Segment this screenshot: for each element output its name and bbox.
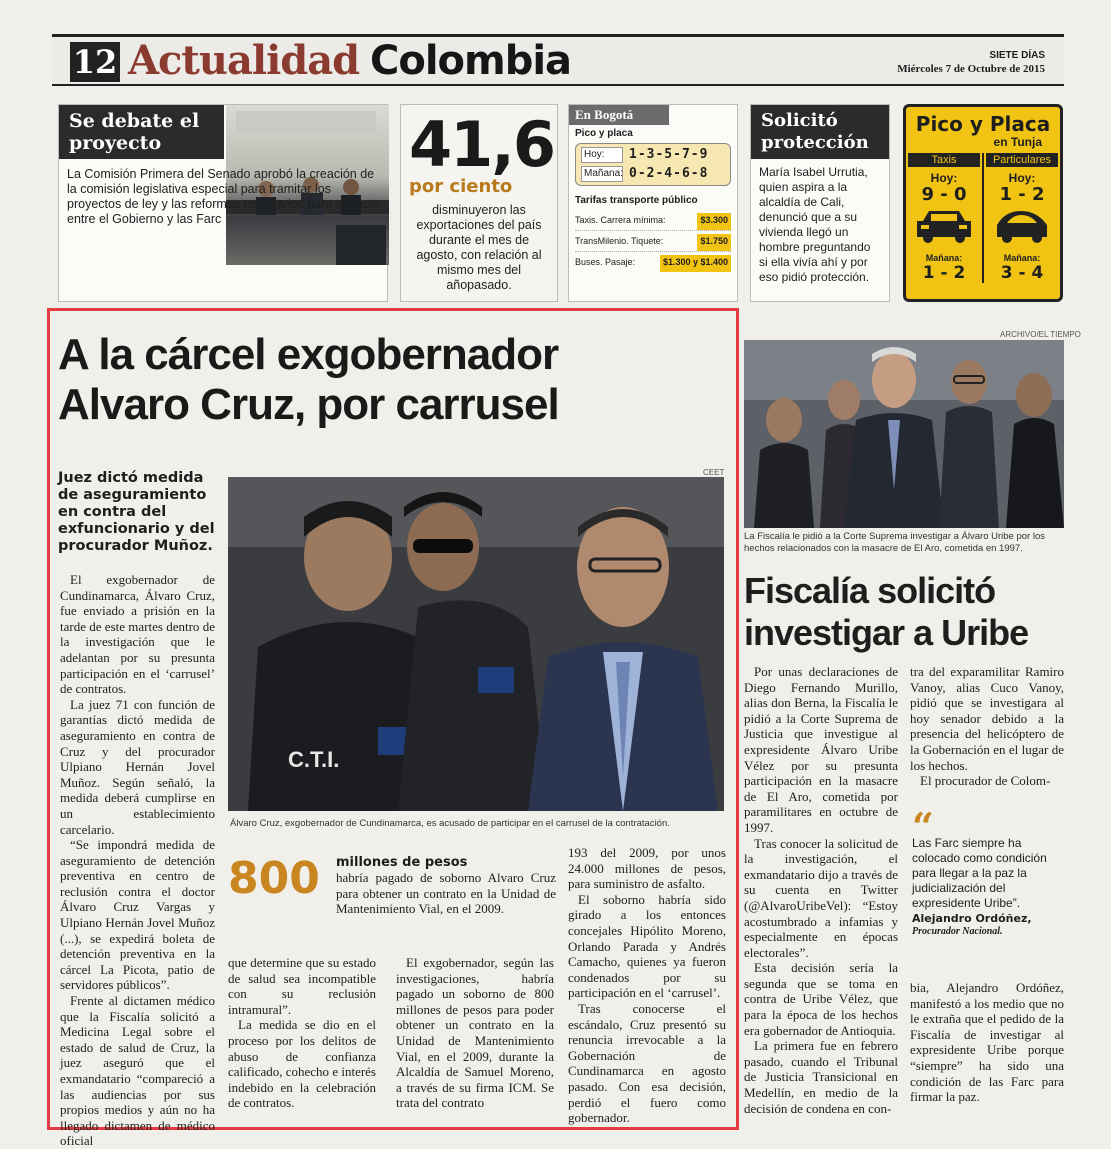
paragraph: El procurador de Colom-	[920, 773, 1051, 789]
paragraph: Esta decisión sería la segunda que se toma en contra de Uribe Vélez, que para la época de los hechos era gobernador de Antioquia.	[744, 960, 898, 1038]
pico-hoy-label: Hoy:	[581, 147, 623, 163]
section-subtitle: Colombia	[370, 38, 572, 84]
main-col-2	[228, 955, 376, 1111]
tarifa-row	[575, 210, 731, 231]
publication-date: Miércoles 7 de Octubre de 2015	[897, 63, 1045, 75]
main-col-3	[396, 955, 554, 1111]
tunja-taxis-manana-label: Mañana:	[925, 253, 963, 263]
tunja-col-particulares	[984, 149, 1060, 283]
tunja-title: Pico y Placa	[915, 112, 1051, 136]
main-headline-line1: A la cárcel exgobernador	[58, 330, 559, 379]
paragraph: 193 del 2009, por unos 24.000 millones de pesos, para suministro de asfalto.	[568, 845, 726, 892]
proteccion-title	[751, 105, 889, 159]
vest-label: C.T.I.	[288, 747, 340, 772]
tunja-subtitle: en Tunja	[993, 135, 1042, 149]
paragraph: tra del exparamilitar Ramiro Vanoy, alias Cuco Vanoy, pidió que se investigara al hoy senador debido a la presencia del helicóptero de la Gobernación en el lugar de los hechos.	[910, 664, 1064, 773]
proteccion-body: María Isabel Urrutia, quien aspira a la alcaldía de Cali, denunció que a su vivienda llegó un hombre preguntando si ella vivía ahí y por eso pidió protección.	[759, 165, 871, 284]
side-headline-line1: Fiscalía solicitó	[744, 570, 996, 611]
taxi-car-icon	[913, 205, 975, 245]
pico-placa-tunja	[903, 104, 1063, 302]
stat-label: millones de pesos	[336, 855, 468, 870]
tarifas-list	[569, 210, 737, 272]
exports-number: 41,6	[409, 108, 554, 181]
pico-manana-label: Mañana:	[581, 166, 623, 182]
tarifa-value: $1.300 y $1.400	[660, 255, 731, 272]
pull-quote-role: Procurador Nacional.	[912, 926, 1003, 937]
paragraph: Tras conocerse el escándalo, Cruz presentó su renuncia irrevocable a la Gobernación de Cundinamarca en agosto pasado. Con esa decisión, perdió el fuero como gobernador.	[568, 1000, 726, 1126]
side-photo-illustration	[744, 340, 1064, 528]
paragraph: La primera fue en febrero pasado, cuando el Tribunal de Justicia Transicional en Medellín, en medio de la decisión de condena en con-	[744, 1038, 898, 1116]
exports-unit: por ciento	[409, 176, 513, 197]
paragraph: La juez 71 con función de garantías dictó medida de aseguramiento en contra de Cruz y del procurador Ulpiano Hernán Jovel Muñoz. Según señaló, la medida deberá cumplirse en un establecimiento carcelario.	[60, 696, 215, 837]
paragraph: Frente al dictamen médico que la Fiscalía solicitó a Medicina Legal sobre el estado de salud de Cruz, la juez aseguró que el exmandatario “compareció a las audiencias por sus propios medios y aún no ha llegado dictamen de médico oficial	[60, 993, 215, 1149]
tunja-taxis-manana: 1 - 2	[922, 263, 966, 283]
tarifa-value: $3.300	[697, 213, 731, 230]
box-debate	[58, 104, 388, 302]
tunja-columns	[906, 149, 1060, 283]
main-col-1	[60, 572, 215, 1149]
paragraph: El exgobernador, según las investigaciones, habría pagado un soborno de 800 millones de pesos para poder obtener un contrato en la Unidad de Mantenimiento Vial, en el 2009, durante la Alcaldía de Samuel Moreno, a través de su firma ICM. Se trata del contrato	[396, 955, 554, 1111]
paragraph: que determine que su estado de salud sea incompatible con su reclusión intramural”.	[228, 955, 376, 1017]
main-col-4	[568, 845, 726, 1126]
stat-number: 800	[228, 853, 320, 904]
main-subheadline: Juez dictó medida de aseguramiento en contra del exfuncionario y del procurador Muñoz.	[58, 470, 215, 554]
side-col-2b	[910, 980, 1064, 1105]
tarifa-label: Taxis. Carrera mínima:	[575, 215, 666, 225]
side-col-1	[744, 664, 898, 1116]
paragraph: bia, Alejandro Ordóñez, manifestó a los medio que no le extraña que el pedido de la Fiscalía de investigar al expresidente Uribe porque “siempre” ha sido una condición de las Farc para firmar la paz.	[910, 980, 1064, 1105]
tunja-part-hoy-label: Hoy:	[1008, 171, 1036, 185]
exports-text: disminuyeron las exportaciones del país durante el mes de agosto, con relación al mismo mes del añopasado.	[416, 203, 542, 292]
pico-manana-value: 0-2-4-6-8	[629, 166, 709, 181]
side-headline-line2: investigar a Uribe	[744, 612, 1029, 653]
quote-mark-icon: “	[912, 804, 934, 849]
publication-name: SIETE DÍAS	[989, 50, 1045, 61]
tunja-col-part-label: Particulares	[986, 153, 1058, 167]
main-headline-line2: Alvaro Cruz, por carrusel	[58, 380, 559, 429]
side-photo	[744, 340, 1064, 528]
tarifa-label: Buses. Pasaje:	[575, 257, 636, 267]
box-bogota	[568, 104, 738, 302]
tarifa-value: $1.750	[697, 234, 731, 251]
tarifa-row	[575, 231, 731, 252]
main-headline	[58, 330, 728, 430]
tunja-taxis-hoy-label: Hoy:	[930, 171, 958, 185]
pico-placa-label: Pico y placa	[575, 128, 633, 139]
tarifa-row	[575, 252, 731, 272]
stat-text: habría pagado de soborno Alvaro Cruz para obtener un contrato en la Unidad de Mantenimiento Vial, en el 2009.	[336, 870, 556, 917]
pull-quote-text: Las Farc siempre ha colocado como condición para llegar a la paz la judicialización del expresidente Uribe”.	[912, 836, 1047, 910]
paragraph: “Se impondrá medida de aseguramiento de detención preventiva en centro de reclusión contra el doctor Álvaro Cruz Vargas y Ulpiano Hernán Jovel Muñoz (...), se expedirá boleta de detención preventiva en la cárcel La Picota, patio de servidores públicos”.	[60, 837, 215, 993]
main-photo-caption: Álvaro Cruz, exgobernador de Cundinamarca, es acusado de participar en el carrusel de la contratación.	[230, 818, 670, 829]
side-col-2	[910, 664, 1064, 789]
tunja-part-hoy: 1 - 2	[999, 184, 1045, 205]
tunja-part-manana: 3 - 4	[1000, 263, 1044, 283]
main-photo-illustration	[228, 477, 724, 811]
paragraph: Tras conocer la solicitud de la investigación, el exmandatario dijo a través de su cuenta en Twitter (@AlvaroUribeVel): “Estoy acostumbrado a infamias y especialmente en épocas electorales”.	[744, 835, 898, 960]
bogota-title: En Bogotá	[569, 105, 669, 125]
tarifa-label: TransMilenio. Tiquete:	[575, 236, 664, 246]
pull-quote	[912, 836, 1062, 938]
pico-hoy-value: 1-3-5-7-9	[629, 147, 709, 162]
tarifas-title: Tarifas transporte público	[575, 195, 698, 206]
side-photo-caption: La Fiscalía le pidió a la Corte Suprema investigar a Álvaro Uribe por los hechos relacionados con la masacre de El Aro, cometida en 1997.	[744, 531, 1045, 554]
paragraph: Por unas declaraciones de Diego Fernando Murillo, alias don Berna, la Fiscalía le pidió a la Corte Suprema de Justicia que investigue al expresidente Álvaro Uribe Vélez por su presunta participación en la masacre de El Aro, cometida por paramilitares en octubre de 1997.	[744, 664, 898, 835]
paragraph: La medida se dio en el proceso por los delitos de abuso de confianza calificado, cohecho e interés indebido en la celebración de contratos.	[228, 1017, 376, 1111]
private-car-icon	[991, 205, 1053, 245]
paragraph: El exgobernador de Cundinamarca, Álvaro Cruz, fue enviado a prisión en la tarde de este martes dentro de la investigación que le adelantan por su presunta participación en el ‘carrusel’ de contratos.	[60, 572, 215, 697]
box-debate-title-line1: Se debate el	[69, 110, 200, 132]
tunja-part-manana-label: Mañana:	[1003, 253, 1041, 263]
main-photo	[228, 477, 724, 811]
box-debate-title-line2: proyecto	[69, 132, 162, 154]
pull-quote-author: Alejandro Ordóñez,	[912, 912, 1032, 925]
box-proteccion	[750, 104, 890, 302]
main-photo-credit: CEET	[703, 468, 725, 477]
section-title: Actualidad	[128, 37, 360, 84]
box-debate-body: La Comisión Primera del Senado aprobó la creación de la comisión legislativa especial para tramitar los proyectos de ley y las reformas necesarios para el pacto entre el Gobierno y las Farc	[67, 167, 380, 226]
side-headline	[744, 570, 1064, 654]
tunja-taxis-hoy: 9 - 0	[921, 184, 967, 205]
box-exports	[400, 104, 558, 302]
paragraph: El soborno habría sido girado a los entonces concejales Hipólito Moreno, Orlando Parada y Andrés Camacho, quienes ya fueron condenados por su participación en el ‘carrusel’.	[568, 891, 726, 1001]
proteccion-title-line2: protección	[761, 132, 869, 153]
page-number: 12	[70, 42, 120, 82]
tunja-col-taxis-label: Taxis	[908, 153, 980, 167]
box-debate-title	[59, 105, 224, 159]
proteccion-title-line1: Solicitó	[761, 110, 838, 131]
tunja-col-taxis	[906, 149, 982, 283]
side-photo-credit: ARCHIVO/EL TIEMPO	[1000, 330, 1081, 339]
pico-placa-plate	[575, 143, 731, 186]
